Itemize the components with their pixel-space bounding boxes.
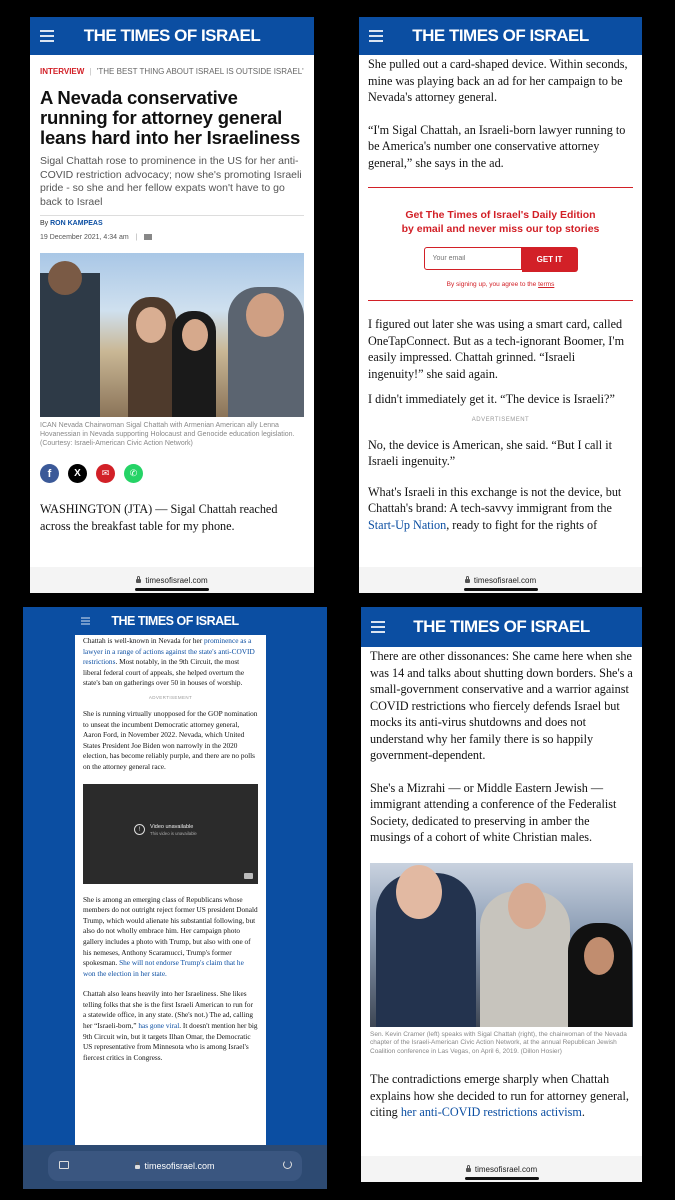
- headline: A Nevada conservative running for attorney general leans hard into her Israeliness: [40, 87, 301, 148]
- comment-icon[interactable]: [144, 234, 152, 240]
- address-bar-dock: [23, 1145, 327, 1189]
- lock-icon: [465, 579, 470, 583]
- site-header: [30, 17, 314, 55]
- byline-prefix: By: [40, 220, 49, 227]
- lead-photo: [40, 253, 304, 417]
- lock-icon: [135, 1165, 140, 1169]
- menu-icon[interactable]: [40, 27, 54, 45]
- url-text[interactable]: timesofisrael.com: [473, 575, 537, 585]
- terms-text: By signing up, you agree to the: [446, 281, 539, 288]
- author-link[interactable]: RON KAMPEAS: [50, 220, 103, 227]
- conference-photo: [370, 863, 633, 1027]
- paragraph: No, the device is American, she said. “But I call it Israeli ingenuity.”: [368, 437, 613, 468]
- site-logo[interactable]: THE TIMES OF ISRAEL: [412, 26, 589, 45]
- panel-article-end: [361, 607, 642, 1182]
- menu-icon[interactable]: [81, 616, 90, 627]
- reload-icon[interactable]: [283, 1160, 292, 1169]
- site-header: [361, 607, 642, 647]
- paragraph: [370, 1071, 633, 1121]
- facebook-icon[interactable]: f: [40, 464, 59, 483]
- kicker[interactable]: INTERVIEW: [40, 67, 85, 76]
- share-bar: [40, 464, 304, 483]
- date-separator: |: [135, 234, 138, 241]
- text: .: [581, 1105, 585, 1119]
- site-logo[interactable]: THE TIMES OF ISRAEL: [111, 614, 239, 628]
- url-text[interactable]: timesofisrael.com: [145, 575, 208, 585]
- advertisement-label: ADVERTISEMENT: [148, 694, 193, 700]
- info-icon: !: [134, 824, 145, 835]
- paragraph: She pulled out a card-shaped device. Within seconds, mine was playing back an ad for her campaign to be Nevada's attorney general.: [368, 57, 628, 104]
- text: Chattah is well-known in Nevada for her: [83, 636, 204, 645]
- paragraph: She's a Mizrahi — or Middle Eastern Jewish — immigrant attending a conference of the Federalist Society, dedicated to preserving in amber the musings of a cohort of white Christian males.: [370, 780, 617, 844]
- viral-ad-link[interactable]: has gone viral: [138, 1021, 180, 1031]
- get-it-button[interactable]: GET IT: [522, 247, 578, 272]
- covid-activism-link[interactable]: her anti-COVID restrictions activism: [400, 1105, 582, 1119]
- lock-icon: [466, 1168, 471, 1172]
- startup-nation-link[interactable]: Start-Up Nation: [368, 517, 447, 532]
- election-claim-link[interactable]: She will not endorse Trump's claim that he won the election in her state.: [83, 958, 244, 978]
- photo-caption: ICAN Nevada Chairwoman Sigal Chattah with Armenian American ally Lenna Hovanessian in Nevada supporting Holocaust and Genocide education legislation. (Courtesy: Israeli-American Civic Action Network): [40, 422, 295, 447]
- video-status-detail: This video is unavailable: [150, 830, 197, 836]
- text: , ready to fight for the rights of: [446, 517, 598, 532]
- article-lede: WASHINGTON (JTA) — Sigal Chattah reached across the breakfast table for my phone.: [40, 502, 278, 533]
- email-icon[interactable]: ✉: [96, 464, 115, 483]
- paragraph: I figured out later she was using a smart card, called OneTapConnect. But as a tech-ignorant Boomer, I'm easily impressed. Chattah grinned. “Israeli ingenuity!” she said again.: [368, 317, 625, 381]
- text: The contradictions emerge sharply when Chattah explains how she decided to run for attorney general, citing: [370, 1072, 629, 1119]
- text: What's Israeli in this exchange is not the device, but Chattah's brand: A tech-savvy immigrant from the: [368, 484, 622, 515]
- paragraph: There are other dissonances: She came here when she was 14 and talks about shutting down borders. She's a small-government conservative and a warrior against COVID restrictions who fiercely defends Israel but mocks its anti-virus shutdowns and does not understand why her family there is so happily government-dependent.: [370, 649, 633, 762]
- paragraph: I didn't immediately get it. “The device is Israeli?”: [368, 392, 615, 406]
- text: Chattah also leans heavily into her Israeliness. She likes telling folks that she is the first Israeli American to run for a statewide office, in any state. (She's not.) The ad, calling her “Israeli-born,”: [83, 989, 254, 1031]
- whatsapp-icon[interactable]: ✆: [124, 464, 143, 483]
- tabs-icon[interactable]: [59, 1161, 69, 1169]
- address-bar[interactable]: [48, 1151, 302, 1181]
- text: . It doesn't mention her big 9th Circuit win, but it targets Ilhan Omar, the Democratic US representative from Minnesota who is among Israel's fiercest critics in Congress.: [83, 1021, 258, 1062]
- url-text[interactable]: timesofisrael.com: [144, 1161, 215, 1171]
- url-text[interactable]: timesofisrael.com: [474, 1164, 538, 1174]
- video-status: Video unavailable: [150, 823, 194, 830]
- dek: Sigal Chattah rose to prominence in the US for her anti-COVID restriction advocacy; now she's promoting Israeli pride - so she and her fellow expats won't have to go back to Israel: [40, 155, 302, 208]
- paragraph: [83, 895, 258, 980]
- advertisement-label: ADVERTISEMENT: [471, 416, 530, 423]
- youtube-icon[interactable]: [244, 873, 253, 879]
- address-bar[interactable]: [30, 567, 314, 593]
- series-label: 'THE BEST THING ABOUT ISRAEL IS OUTSIDE ISRAEL': [96, 67, 304, 76]
- email-input[interactable]: [424, 247, 522, 270]
- paragraph: She is running virtually unopposed for the GOP nomination to unseat the incumbent Democratic attorney general, Aaron Ford, in November 2022. Nevada, which United States President Joe Biden won narrowly in the 2020 election, has become reliably purple, and there are no polls on the attorney general race.: [83, 708, 258, 771]
- text: She is among an emerging class of Republicans whose members do not outright reject former US president Donald Trump, which would alienate his substantial following, but also do not wholly embrace him. Her campaign photo gallery includes a photo with Trump, but also with one of his nemeses, Anthony Scaramucci, Trump's former spokesman.: [83, 894, 258, 968]
- photo-caption: Sen. Kevin Cramer (left) speaks with Sigal Chattah (right), the chairwoman of the Nevada chapter of the Israeli-American Civic Action Network, at the annual Republican Jewish Coalition conference in Las Vegas, on April 6, 2019. (Dillon Hosier): [370, 1030, 627, 1055]
- paragraph: [83, 636, 258, 689]
- site-header: [359, 17, 642, 55]
- site-logo[interactable]: THE TIMES OF ISRAEL: [413, 617, 590, 636]
- menu-icon[interactable]: [369, 27, 383, 45]
- address-bar[interactable]: [359, 567, 642, 593]
- address-bar[interactable]: [361, 1156, 642, 1182]
- paragraph: [368, 484, 633, 534]
- covid-lawsuits-link[interactable]: prominence as a lawyer in a range of actions against the state's anti-COVID restrictions: [83, 636, 255, 667]
- x-icon[interactable]: X: [68, 464, 87, 483]
- newsletter-subtitle: by email and never miss our top stories: [401, 223, 600, 235]
- text: . Most notably, in the 9th Circuit, the most liberal federal court of appeals, she helped overturn the state's ban on gatherings over 50 in houses of worship.: [83, 657, 245, 688]
- kicker-divider: |: [89, 67, 92, 76]
- menu-icon[interactable]: [371, 618, 385, 636]
- site-header: [23, 607, 327, 635]
- publish-date: 19 December 2021, 4:34 am: [40, 234, 129, 241]
- terms-link[interactable]: terms: [538, 281, 555, 288]
- panel-newsletter: [359, 17, 642, 593]
- video-player[interactable]: [83, 784, 258, 884]
- paragraph: “I'm Sigal Chattah, an Israeli-born lawyer running to be America's number one conservative attorney general,” she says in the ad.: [368, 122, 626, 170]
- site-logo[interactable]: THE TIMES OF ISRAEL: [83, 26, 261, 45]
- panel-article-top: [30, 17, 314, 593]
- lock-icon: [136, 579, 141, 583]
- panel-desktop-view: [23, 607, 327, 1189]
- newsletter-title: Get The Times of Israel's Daily Edition: [405, 209, 596, 221]
- newsletter-box: [368, 187, 633, 301]
- paragraph: [83, 989, 258, 1063]
